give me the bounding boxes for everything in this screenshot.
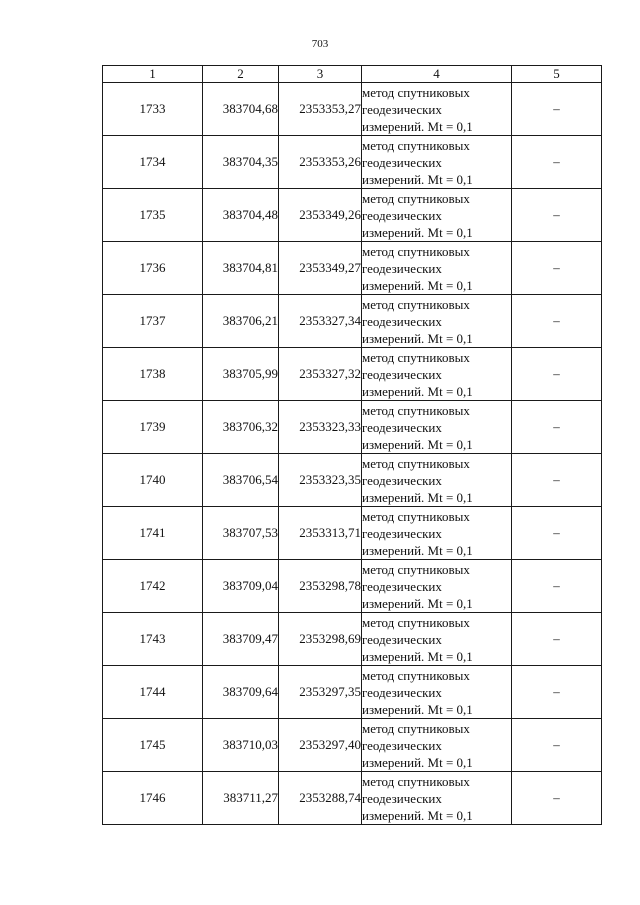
method-line: измерений. Mt = 0,1: [362, 171, 473, 187]
y-coordinate-cell: 2353323,35: [279, 454, 362, 507]
method-line: измерений. Mt = 0,1: [362, 754, 473, 770]
method-line: измерений. Mt = 0,1: [362, 701, 473, 717]
column-header-4: 4: [362, 66, 512, 83]
point-number-cell: 1745: [103, 719, 203, 772]
x-coordinate-cell: 383704,81: [203, 242, 279, 295]
point-number-cell: 1739: [103, 401, 203, 454]
point-number-cell: 1738: [103, 348, 203, 401]
method-cell: [362, 454, 512, 507]
method-line: геодезических: [362, 260, 442, 276]
table-row: [103, 454, 602, 507]
method-line: геодезических: [362, 101, 442, 117]
method-cell: [362, 613, 512, 666]
method-line: метод спутниковых: [362, 84, 470, 100]
x-coordinate-cell: 383706,32: [203, 401, 279, 454]
method-cell: [362, 348, 512, 401]
method-line: геодезических: [362, 737, 442, 753]
table-row: [103, 719, 602, 772]
coordinates-table: [102, 65, 602, 825]
method-cell: [362, 189, 512, 242]
method-cell: [362, 295, 512, 348]
method-line: измерений. Mt = 0,1: [362, 330, 473, 346]
point-number-cell: 1733: [103, 83, 203, 136]
note-cell: –: [512, 507, 602, 560]
method-line: измерений. Mt = 0,1: [362, 436, 473, 452]
y-coordinate-cell: 2353349,26: [279, 189, 362, 242]
method-line: метод спутниковых: [362, 508, 470, 524]
x-coordinate-cell: 383704,68: [203, 83, 279, 136]
x-coordinate-cell: 383706,54: [203, 454, 279, 507]
method-line: измерений. Mt = 0,1: [362, 595, 473, 611]
note-cell: –: [512, 454, 602, 507]
method-cell: [362, 401, 512, 454]
y-coordinate-cell: 2353288,74: [279, 772, 362, 825]
x-coordinate-cell: 383709,04: [203, 560, 279, 613]
table-row: [103, 613, 602, 666]
column-header-2: 2: [203, 66, 279, 83]
y-coordinate-cell: 2353353,26: [279, 136, 362, 189]
column-header-3: 3: [279, 66, 362, 83]
method-line: геодезических: [362, 684, 442, 700]
page-number: 703: [311, 38, 329, 50]
column-header-1: 1: [103, 66, 203, 83]
method-line: метод спутниковых: [362, 243, 470, 259]
method-line: метод спутниковых: [362, 402, 470, 418]
method-line: метод спутниковых: [362, 190, 470, 206]
y-coordinate-cell: 2353297,35: [279, 666, 362, 719]
point-number-cell: 1736: [103, 242, 203, 295]
y-coordinate-cell: 2353313,71: [279, 507, 362, 560]
x-coordinate-cell: 383711,27: [203, 772, 279, 825]
method-line: измерений. Mt = 0,1: [362, 224, 473, 240]
method-line: геодезических: [362, 154, 442, 170]
y-coordinate-cell: 2353349,27: [279, 242, 362, 295]
table-row: [103, 666, 602, 719]
note-cell: –: [512, 242, 602, 295]
note-cell: –: [512, 772, 602, 825]
note-cell: –: [512, 613, 602, 666]
method-cell: [362, 83, 512, 136]
x-coordinate-cell: 383709,64: [203, 666, 279, 719]
y-coordinate-cell: 2353297,40: [279, 719, 362, 772]
method-line: геодезических: [362, 578, 442, 594]
method-line: геодезических: [362, 472, 442, 488]
method-line: метод спутниковых: [362, 137, 470, 153]
table-row: [103, 295, 602, 348]
method-cell: [362, 136, 512, 189]
method-line: метод спутниковых: [362, 455, 470, 471]
method-line: метод спутниковых: [362, 296, 470, 312]
y-coordinate-cell: 2353353,27: [279, 83, 362, 136]
point-number-cell: 1743: [103, 613, 203, 666]
method-line: геодезических: [362, 366, 442, 382]
note-cell: –: [512, 295, 602, 348]
method-line: измерений. Mt = 0,1: [362, 118, 473, 134]
method-line: измерений. Mt = 0,1: [362, 542, 473, 558]
method-line: измерений. Mt = 0,1: [362, 277, 473, 293]
note-cell: –: [512, 189, 602, 242]
point-number-cell: 1744: [103, 666, 203, 719]
method-cell: [362, 772, 512, 825]
method-line: геодезических: [362, 631, 442, 647]
x-coordinate-cell: 383709,47: [203, 613, 279, 666]
x-coordinate-cell: 383710,03: [203, 719, 279, 772]
y-coordinate-cell: 2353323,33: [279, 401, 362, 454]
method-line: измерений. Mt = 0,1: [362, 807, 473, 823]
y-coordinate-cell: 2353298,69: [279, 613, 362, 666]
table-row: [103, 560, 602, 613]
point-number-cell: 1746: [103, 772, 203, 825]
method-line: геодезических: [362, 790, 442, 806]
method-line: метод спутниковых: [362, 561, 470, 577]
table-row: [103, 136, 602, 189]
note-cell: –: [512, 83, 602, 136]
method-line: метод спутниковых: [362, 349, 470, 365]
table-row: [103, 401, 602, 454]
note-cell: –: [512, 719, 602, 772]
method-cell: [362, 719, 512, 772]
y-coordinate-cell: 2353327,34: [279, 295, 362, 348]
method-line: метод спутниковых: [362, 614, 470, 630]
point-number-cell: 1740: [103, 454, 203, 507]
method-line: измерений. Mt = 0,1: [362, 648, 473, 664]
y-coordinate-cell: 2353327,32: [279, 348, 362, 401]
table-row: [103, 348, 602, 401]
method-line: геодезических: [362, 207, 442, 223]
table-row: [103, 507, 602, 560]
method-line: метод спутниковых: [362, 773, 470, 789]
table-row: [103, 83, 602, 136]
method-line: измерений. Mt = 0,1: [362, 489, 473, 505]
point-number-cell: 1734: [103, 136, 203, 189]
method-line: метод спутниковых: [362, 667, 470, 683]
x-coordinate-cell: 383705,99: [203, 348, 279, 401]
point-number-cell: 1735: [103, 189, 203, 242]
note-cell: –: [512, 136, 602, 189]
method-cell: [362, 666, 512, 719]
method-cell: [362, 242, 512, 295]
method-line: геодезических: [362, 525, 442, 541]
note-cell: –: [512, 348, 602, 401]
method-line: метод спутниковых: [362, 720, 470, 736]
method-cell: [362, 507, 512, 560]
table-row: [103, 242, 602, 295]
x-coordinate-cell: 383707,53: [203, 507, 279, 560]
method-cell: [362, 560, 512, 613]
note-cell: –: [512, 401, 602, 454]
point-number-cell: 1737: [103, 295, 203, 348]
table-row: [103, 772, 602, 825]
table-row: [103, 189, 602, 242]
x-coordinate-cell: 383704,35: [203, 136, 279, 189]
point-number-cell: 1742: [103, 560, 203, 613]
method-line: геодезических: [362, 313, 442, 329]
note-cell: –: [512, 666, 602, 719]
method-line: геодезических: [362, 419, 442, 435]
column-header-5: 5: [512, 66, 602, 83]
x-coordinate-cell: 383704,48: [203, 189, 279, 242]
table-header-row: [103, 66, 602, 83]
note-cell: –: [512, 560, 602, 613]
table-body: [103, 83, 602, 825]
y-coordinate-cell: 2353298,78: [279, 560, 362, 613]
point-number-cell: 1741: [103, 507, 203, 560]
method-line: измерений. Mt = 0,1: [362, 383, 473, 399]
x-coordinate-cell: 383706,21: [203, 295, 279, 348]
